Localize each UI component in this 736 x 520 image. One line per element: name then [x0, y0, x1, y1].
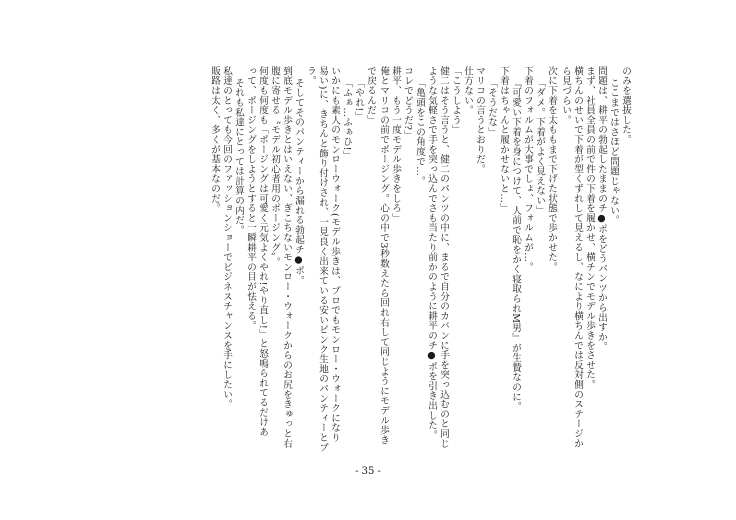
text-line: いかにも素人のモンローウォーク(モデル歩きは、プロでもモンロー・ウォークになり [329, 66, 340, 443]
text-line: 『可愛い下着を身につけて、人前で恥をかく寝取られM男』が生贄なのに。 [510, 78, 521, 412]
text-line: って、ポージングをしようとすると一瞬耕平の目が怯える。 [245, 66, 256, 331]
text-line: 健二はそう言うと、健二のパンツの中に、まるで自分のカバンに手を突っ込むのと同じ [438, 66, 449, 449]
text-line: ラ。 [305, 66, 316, 86]
text-line: 「やれ!」 [353, 78, 364, 122]
text-line: 「こうしよう」 [450, 66, 461, 135]
text-line: そしてそのパンティーから漏れる勃起チ●ポ。 [293, 78, 304, 286]
text-line: で戻るんだ」 [365, 66, 376, 125]
text-line: ここまではさほど問題じゃない。 [608, 78, 619, 225]
text-line: 「そうだな」 [486, 78, 497, 137]
text-line: 易い)に、きちんと飾り付けされ、一見良く出来ている安いピンク生地のパンティーとブ [317, 66, 328, 453]
text-line: 「亀頭をこの角度で…。 [414, 78, 425, 186]
text-line: コレでどうだ?」 [402, 66, 413, 140]
text-line: 耕平、もう一度モデル歩きをしろ」 [390, 66, 401, 223]
text-line: 「ダメ。下着がよく見えない」 [534, 78, 545, 216]
text-line: まず、社員全員の前で件の下着を履かせ、横チンでモデル歩きをさせた。 [584, 66, 595, 390]
text-line: 販路は太く、多くが基本なのだ。 [209, 66, 220, 213]
text-line: 何度も何度も「ポージングは可愛く元気よくやれ!やり直し!」と怒鳴られてるだけあ [257, 66, 268, 437]
text-line: 次に下着を太ももまで下げた状態で歩かせた。 [546, 66, 557, 272]
text-line: 問題は、耕平の勃起したままのチ●ポをどうパンツから出すか。 [596, 66, 607, 352]
text-line: 私達のとっても今回のファッションショーでビジネスチャンスを手にしたい。 [221, 66, 232, 409]
text-line: 俺とマリコの前でポージング。心の中で3秒数えたら回れ右して同じようにモデル歩き [378, 66, 389, 445]
text-line: のみを選抜した。 [620, 66, 631, 145]
text-line: 腹に寄せる〝モデル初心者用のポージング〟。 [269, 66, 280, 267]
text-line: 到底モデル歩きとはいえない、ぎこちないモンロー・ウォークからのお尻をきゅっと右 [281, 66, 292, 449]
text-line: それも私達にとっては計算の内だ。 [233, 78, 244, 235]
text-line: 仕方ない。 [462, 66, 473, 115]
text-line: 「ふぁ…ふぁひ!」 [341, 78, 352, 161]
text-line: ら見づらい。 [560, 66, 571, 125]
text-line: 下着はちゃんと履かせないと…」 [498, 66, 509, 213]
text-line: ような気軽さで手を突っ込んでさも当たり前かのように耕平のチ●ポを引き出した。 [426, 66, 437, 440]
page-number: - 35 - [355, 466, 381, 477]
text-line: 横ちんのせいで下着が型くずれして見えるし、なにより横ちんでは反対側のステージか [572, 66, 583, 449]
text-line: 下着のフォルムが大事でしょ、フォルムが…。 [522, 66, 533, 272]
text-line: マリコの言うとおりだ。 [474, 66, 485, 174]
